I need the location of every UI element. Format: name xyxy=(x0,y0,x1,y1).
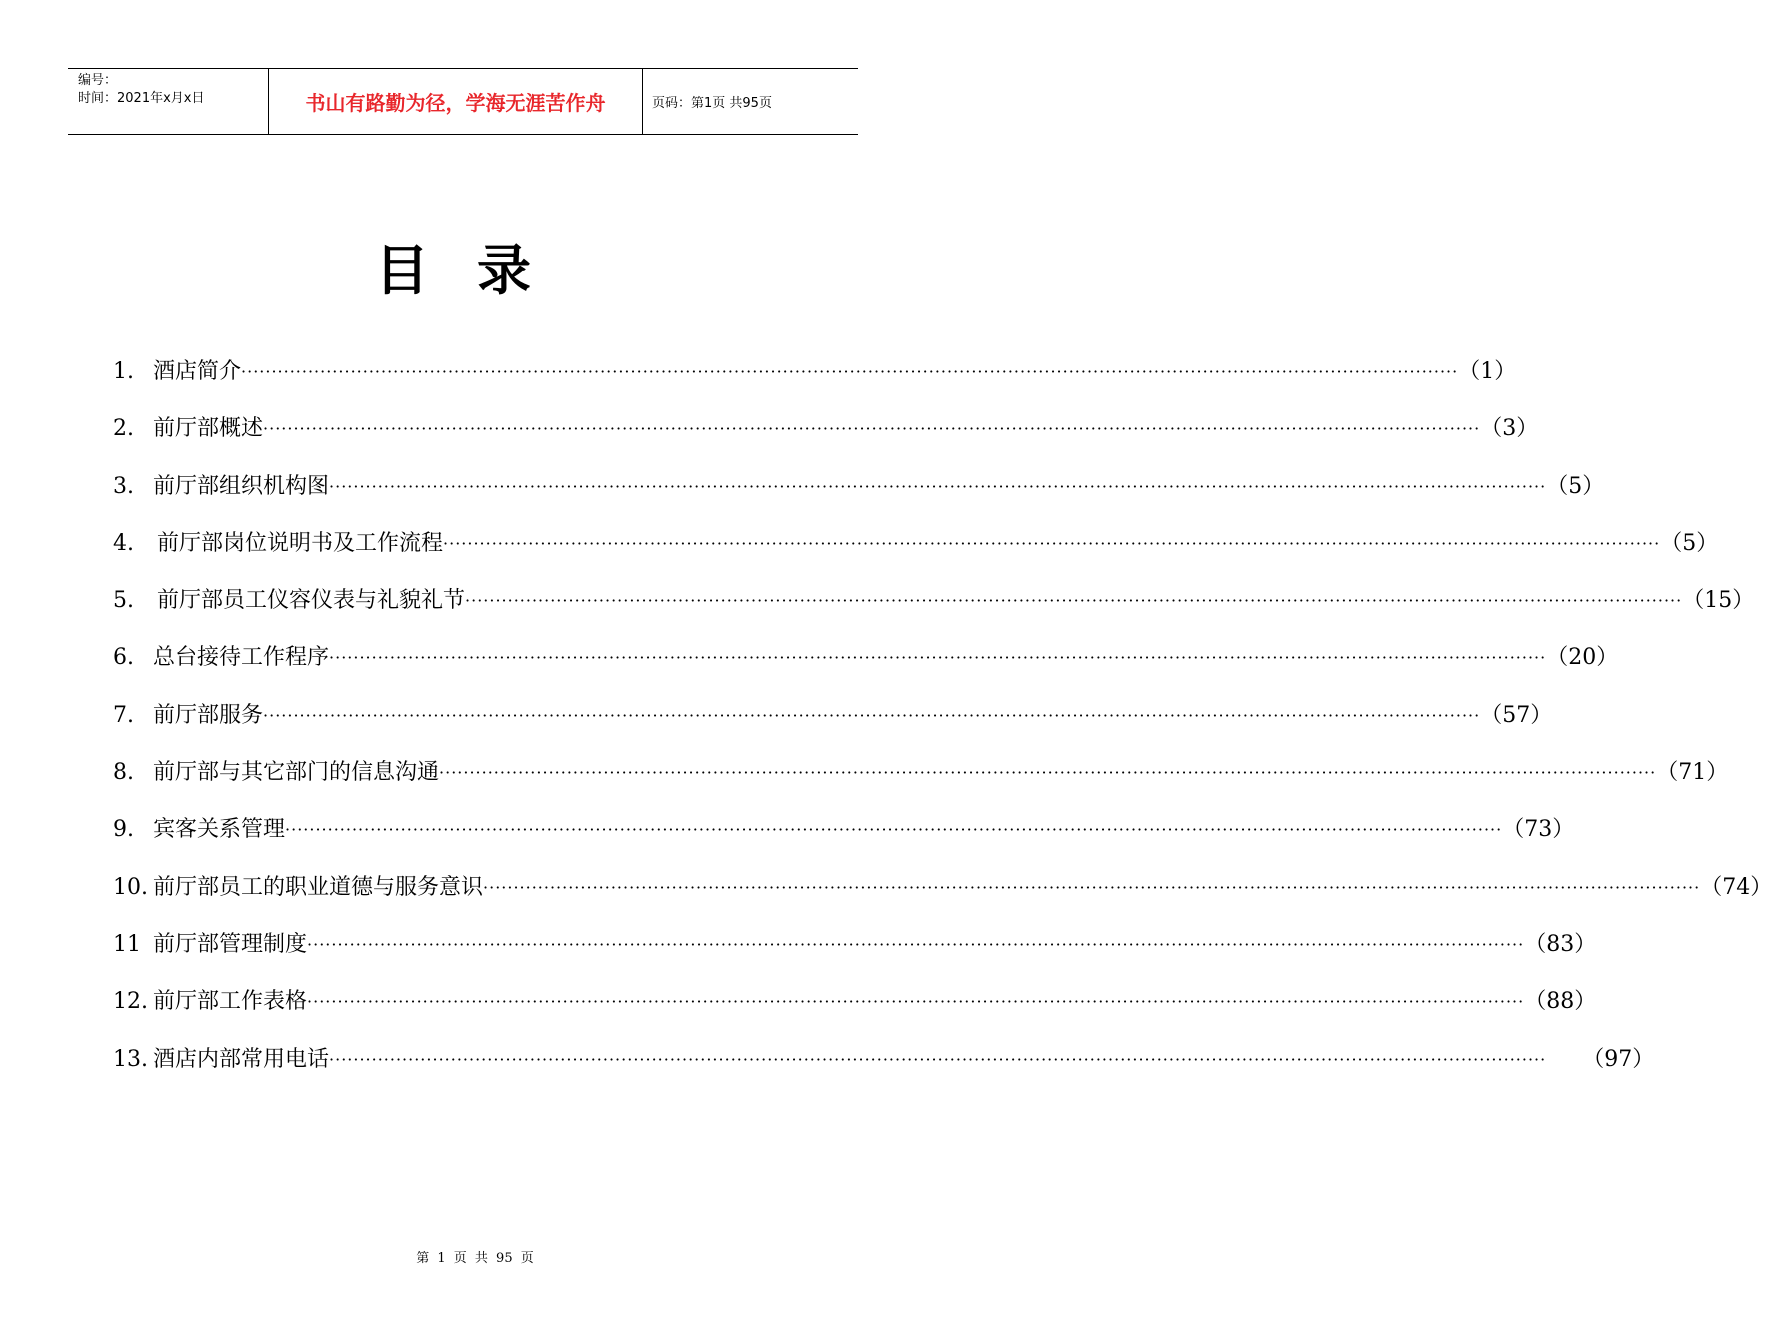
toc-entry-leader-dots: ········································································································································································································ xyxy=(307,934,1525,954)
toc-entry-number: 1. xyxy=(113,359,134,384)
toc-entry-leader-dots: ········································································································································································································ xyxy=(329,1049,1547,1069)
toc-entry-number: 6. xyxy=(113,645,134,671)
toc-entry-title: 前厅部工作表格 xyxy=(153,989,308,1015)
toc-entry[interactable] xyxy=(113,582,1755,639)
toc-entry-leader-dots: ········································································································································································································ xyxy=(241,362,1459,381)
toc-entry-number: 11 xyxy=(113,931,141,957)
toc-entry[interactable] xyxy=(113,754,1729,811)
toc-entry-leader-dots: ········································································································································································································ xyxy=(307,992,1525,1012)
header-motto: 书山有路勤为径，学海无涯苦作舟 xyxy=(269,69,643,134)
table-of-contents xyxy=(113,353,1772,1098)
toc-entry-leader-dots: ········································································································································································································ xyxy=(263,419,1481,439)
toc-entry-page: （5） xyxy=(1546,473,1605,499)
toc-entry[interactable] xyxy=(113,525,1719,582)
toc-entry-page: （3） xyxy=(1480,416,1539,442)
toc-entry-page: （88） xyxy=(1524,989,1597,1015)
toc-entry[interactable] xyxy=(113,983,1597,1040)
serial-label: 编号： xyxy=(78,73,118,88)
toc-entry-leader-dots: ········································································································································································································ xyxy=(465,591,1683,611)
toc-entry-number: 3. xyxy=(113,473,134,499)
toc-entry-title: 前厅部员工仪容仪表与礼貌礼节 xyxy=(157,588,466,614)
toc-entry-title: 前厅部岗位说明书及工作流程 xyxy=(157,530,444,556)
toc-entry[interactable] xyxy=(113,468,1605,525)
toc-entry-title: 宾客关系管理 xyxy=(153,817,286,843)
toc-entry-number: 7. xyxy=(113,702,134,728)
toc-entry-title: 酒店简介 xyxy=(153,359,242,384)
toc-entry-page: （57） xyxy=(1480,702,1553,728)
toc-entry-title: 总台接待工作程序 xyxy=(153,645,330,671)
toc-entry-page: （74） xyxy=(1700,874,1772,900)
toc-entry-leader-dots: ········································································································································································································ xyxy=(439,763,1657,783)
toc-entry-title: 前厅部与其它部门的信息沟通 xyxy=(153,760,440,786)
toc-entry-page: （83） xyxy=(1524,931,1597,957)
page-title: 目录 xyxy=(375,239,579,302)
toc-entry-leader-dots: ········································································································································································································ xyxy=(329,648,1547,668)
toc-entry[interactable] xyxy=(113,926,1597,983)
toc-entry-title: 前厅部组织机构图 xyxy=(153,473,330,499)
toc-entry-leader-dots: ········································································································································································································ xyxy=(443,533,1661,553)
toc-entry-number: 10. xyxy=(113,874,148,900)
toc-entry-number: 12. xyxy=(113,989,148,1015)
toc-entry-title: 前厅部概述 xyxy=(153,416,264,442)
toc-entry-title: 前厅部管理制度 xyxy=(153,931,308,957)
toc-entry-number: 2. xyxy=(113,416,134,442)
toc-entry-leader-dots: ········································································································································································································ xyxy=(285,820,1503,840)
toc-entry-number: 9. xyxy=(113,817,134,843)
toc-entry-page: （1） xyxy=(1458,359,1517,384)
toc-entry[interactable] xyxy=(113,353,1517,410)
toc-entry-page: （97） xyxy=(1582,1046,1655,1072)
toc-entry-page: （5） xyxy=(1660,530,1719,556)
toc-entry[interactable] xyxy=(113,869,1772,926)
toc-entry-page: （73） xyxy=(1502,817,1575,843)
toc-entry[interactable] xyxy=(113,639,1619,696)
time-label: 时间：2021年x月x日 xyxy=(78,91,205,106)
page-footer: 第 1 页 共 95 页 xyxy=(416,1251,534,1266)
toc-entry-page: （20） xyxy=(1546,645,1619,671)
toc-entry-title: 酒店内部常用电话 xyxy=(153,1046,330,1072)
toc-entry[interactable] xyxy=(113,1041,1655,1098)
toc-entry-number: 13. xyxy=(113,1046,148,1072)
header-meta xyxy=(68,69,269,134)
toc-entry-leader-dots: ········································································································································································································ xyxy=(483,877,1701,897)
toc-entry[interactable] xyxy=(113,697,1553,754)
page-header xyxy=(68,68,858,135)
toc-entry[interactable] xyxy=(113,811,1575,868)
header-page-info: 页码：第1页 共95页 xyxy=(652,96,772,111)
toc-entry-leader-dots: ········································································································································································································ xyxy=(329,476,1547,496)
toc-entry-title: 前厅部员工的职业道德与服务意识 xyxy=(153,874,484,900)
toc-entry-page: （15） xyxy=(1682,588,1755,614)
toc-entry-number: 8. xyxy=(113,760,134,786)
toc-entry-number: 5. xyxy=(113,588,134,614)
toc-entry-number: 4. xyxy=(113,530,134,556)
toc-entry[interactable] xyxy=(113,410,1539,467)
toc-entry-leader-dots: ········································································································································································································ xyxy=(263,705,1481,725)
toc-entry-title: 前厅部服务 xyxy=(153,702,264,728)
toc-entry-page: （71） xyxy=(1656,760,1729,786)
